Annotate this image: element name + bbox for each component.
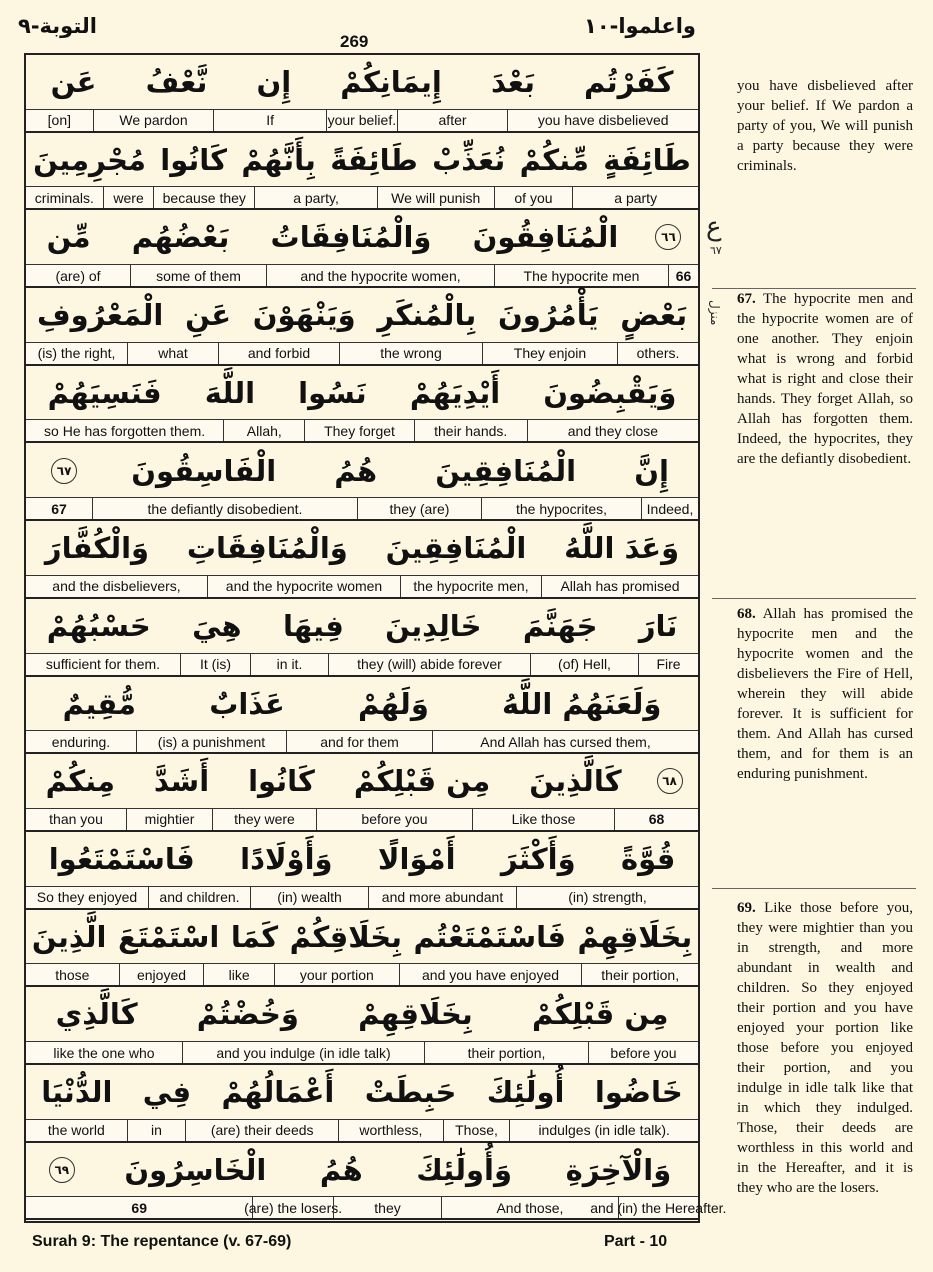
- verse-row: [26, 210, 698, 288]
- gloss-cell: 66: [668, 265, 698, 286]
- ayah-end-marker: ٦٦: [655, 224, 681, 250]
- arabic-word: وَالْآخِرَةِ: [565, 1152, 672, 1187]
- arabic-word: وَيَقْبِضُونَ: [543, 375, 677, 410]
- arabic-word: مِّن: [46, 220, 91, 255]
- english-gloss-line: [26, 342, 698, 366]
- arabic-word: بِخَلَاقِهِمْ: [577, 919, 693, 954]
- english-gloss-line: [26, 1041, 698, 1065]
- arabic-word: الدُّنْيَا: [41, 1075, 113, 1110]
- gloss-cell: Allah has promised: [541, 576, 698, 597]
- gloss-cell: indulges (in idle talk).: [509, 1120, 698, 1141]
- arabic-word: الَّذِينَ: [31, 919, 107, 954]
- arabic-word: أُولَٰئِكَ: [486, 1075, 565, 1110]
- verse-row: [26, 444, 698, 522]
- arabic-line: [26, 679, 698, 729]
- arabic-line: [26, 989, 698, 1039]
- arabic-word: مُّقِيمٌ: [62, 686, 137, 721]
- gloss-cell: and the hypocrite women,: [266, 265, 494, 286]
- verse-row: [26, 288, 698, 366]
- arabic-word: خَالِدِينَ: [385, 608, 482, 643]
- arabic-word: جَهَنَّمَ: [522, 608, 598, 643]
- arabic-word: أَشَدَّ: [153, 764, 210, 799]
- arabic-word: كَالَّذِي: [55, 997, 138, 1032]
- verse-row: [26, 133, 698, 211]
- gloss-cell: they: [333, 1197, 441, 1218]
- arabic-word: فِي: [142, 1075, 192, 1110]
- arabic-line: [26, 57, 698, 107]
- arabic-word: وَأَكْثَرَ: [500, 842, 576, 876]
- arabic-word: بِخَلَاقِهِمْ: [358, 997, 473, 1032]
- arabic-line: [26, 601, 698, 651]
- english-gloss-line: [26, 575, 698, 599]
- english-gloss-line: [26, 653, 698, 677]
- gloss-cell: And those,: [441, 1197, 617, 1218]
- gloss-cell: before you: [316, 809, 472, 830]
- translation-v66: you have disbelieved after your belief. If We pardon a party of you, We will punish a party because they were criminals.: [737, 78, 913, 174]
- header-surah-label: التوبة-٩: [18, 14, 97, 38]
- arabic-word: الْمُنَافِقُونَ: [472, 220, 619, 255]
- arabic-word: نَّعْفُ: [145, 65, 208, 99]
- ruku-mark: ع: [706, 212, 722, 242]
- gloss-cell: a party,: [254, 187, 377, 208]
- english-gloss-line: [26, 186, 698, 210]
- arabic-word: كَانُوا: [160, 142, 228, 177]
- arabic-word: الْمُنَافِقِينَ: [435, 453, 577, 488]
- arabic-line: [26, 912, 698, 962]
- gloss-cell: Those,: [443, 1120, 510, 1141]
- arabic-word: وَلَهُمْ: [358, 686, 429, 721]
- gloss-cell: (is) the right,: [37, 345, 116, 362]
- gloss-cell: (in) wealth: [250, 887, 368, 908]
- gloss-cell: and children.: [148, 887, 250, 908]
- gloss-cell: your belief.: [326, 110, 397, 131]
- gloss-cell: enjoyed: [119, 964, 204, 985]
- arabic-word: نَارَ: [638, 608, 678, 643]
- divider: [712, 598, 916, 599]
- arabic-word: مِن قَبْلِكُمْ: [531, 997, 669, 1032]
- gloss-cell: the hypocrites,: [481, 498, 641, 519]
- english-gloss-line: [26, 264, 698, 288]
- verse-row: [26, 599, 698, 677]
- arabic-word: فَنَسِيَهُمْ: [47, 375, 162, 410]
- verse-text: Like those before you, they were mightier than you in strength, and more abundant in wealth and children. So they enjoyed their portion and you have enjoyed your portion like those before you enjoyed their portion, and you indulge in idle talk like that in which they indulged. Those, their deeds are worthless in this world and in the Hereafter, and it is they who are the losers.: [737, 900, 913, 1196]
- gloss-cell: (of) Hell,: [530, 654, 638, 675]
- arabic-word: مِّنكُمْ: [519, 142, 589, 177]
- gloss-cell: because they: [153, 187, 254, 208]
- arabic-word: كَالَّذِينَ: [529, 764, 622, 799]
- arabic-word: اسْتَمْتَعَ: [117, 919, 220, 954]
- arabic-word: أَمْوَالًا: [377, 842, 456, 876]
- verse-row: [26, 987, 698, 1065]
- gloss-cell: They forget: [304, 420, 413, 441]
- gloss-cell: in: [127, 1120, 186, 1141]
- arabic-word: بِالْمُنكَرِ: [377, 298, 477, 333]
- arabic-word: بَعْدَ: [490, 65, 535, 99]
- gloss-cell: And Allah has cursed them,: [432, 731, 698, 752]
- arabic-word: إِنَّ: [634, 453, 669, 488]
- gloss-cell: If: [213, 110, 326, 131]
- arabic-word: إِيمَانِكُمْ: [340, 65, 442, 99]
- arabic-word: وَيَنْهَوْنَ: [252, 298, 356, 333]
- arabic-word: وَالْمُنَافِقَاتُ: [270, 220, 432, 255]
- gloss-cell: they (will) abide forever: [328, 654, 530, 675]
- gloss-cell: than you: [49, 811, 103, 828]
- gloss-cell: sufficient for them.: [45, 656, 161, 673]
- gloss-cell: were: [103, 187, 154, 208]
- ruku-number: ٦٧: [710, 244, 722, 257]
- verse-row: [26, 910, 698, 988]
- arabic-word: مِن قَبْلِكُمْ: [353, 764, 491, 799]
- page-number: 269: [340, 32, 369, 51]
- arabic-word: وَخُضْتُمْ: [196, 997, 299, 1032]
- english-gloss-line: [26, 109, 698, 133]
- gloss-cell: It (is): [180, 654, 250, 675]
- arabic-word: خَاضُوا: [594, 1075, 683, 1110]
- gloss-cell: before you: [588, 1042, 698, 1063]
- arabic-word: بِخَلَاقِكُمْ: [289, 919, 403, 954]
- gloss-cell: of you: [494, 187, 573, 208]
- arabic-word: فَاسْتَمْتَعُوا: [48, 842, 195, 876]
- gloss-cell: you have disbelieved: [507, 110, 698, 131]
- verse-row: [26, 832, 698, 910]
- arabic-word: طَائِفَةٍ: [603, 142, 691, 177]
- header-juz-label: واعلموا-١٠: [584, 14, 696, 38]
- gloss-cell: some of them: [130, 265, 266, 286]
- arabic-word: فِيهَا: [282, 608, 344, 643]
- english-gloss-line: [26, 886, 698, 910]
- gloss-cell: and more abundant: [368, 887, 516, 908]
- gloss-cell: your portion: [274, 964, 399, 985]
- gloss-cell: after: [397, 110, 508, 131]
- gloss-cell: (in) strength,: [516, 887, 698, 908]
- gloss-cell: they were: [212, 809, 316, 830]
- english-gloss-line: [26, 1196, 727, 1220]
- gloss-cell: and the hypocrite women: [207, 576, 400, 597]
- arabic-word: اللَّهَ: [204, 375, 256, 410]
- divider: [712, 888, 916, 889]
- gloss-cell: Allah,: [223, 420, 304, 441]
- gloss-cell: They enjoin: [482, 343, 617, 364]
- gloss-cell: like: [203, 964, 274, 985]
- verse-number: 68.: [737, 606, 756, 622]
- arabic-word: نُعَذِّبْ: [432, 142, 506, 177]
- arabic-word: الْخَاسِرُونَ: [124, 1152, 267, 1187]
- verse-row: [26, 1065, 698, 1143]
- gloss-cell: the defiantly disobedient.: [92, 498, 357, 519]
- gloss-cell: and the disbelievers,: [52, 578, 181, 595]
- manzil-mark: منزل: [708, 300, 722, 326]
- verse-row: [26, 754, 698, 832]
- arabic-word: بَعْضٍ: [620, 298, 688, 333]
- gloss-cell: and for them: [286, 731, 432, 752]
- english-gloss-line: [26, 497, 698, 521]
- gloss-cell: they (are): [357, 498, 481, 519]
- arabic-word: وَلَعَنَهُمُ اللَّهُ: [502, 686, 662, 721]
- translation-v69: [737, 898, 913, 1198]
- arabic-word: إِن: [256, 65, 292, 99]
- arabic-word: عَن: [50, 65, 97, 99]
- gloss-cell: So they enjoyed: [36, 889, 138, 906]
- arabic-word: هُمُ: [319, 1152, 363, 1187]
- arabic-word: وَأُولَٰئِكَ: [416, 1152, 513, 1187]
- gloss-cell: (is) a punishment: [136, 731, 286, 752]
- verse-text: Allah has promised the hypocrite men and the hypocrite women and the disbelievers the Fire of Hell, wherein they will abide forever. It is sufficient for them. And Allah has cursed them, and for them is an enduring punishment.: [737, 606, 913, 782]
- arabic-line: [26, 834, 698, 884]
- gloss-cell: their portion,: [424, 1042, 588, 1063]
- gloss-cell: (are) the losers.: [252, 1197, 332, 1218]
- arabic-word: يَأْمُرُونَ: [497, 298, 599, 333]
- verse-row: [26, 521, 698, 599]
- arabic-word: كَمَا: [230, 919, 279, 954]
- arabic-word: وَعَدَ اللَّهُ: [564, 531, 680, 566]
- gloss-cell: and they close: [527, 420, 698, 441]
- arabic-word: بِأَنَّهُمْ: [241, 142, 316, 177]
- arabic-line: [26, 290, 698, 340]
- gloss-cell: those: [55, 966, 90, 983]
- gloss-cell: Fire: [638, 654, 698, 675]
- arabic-word: فَاسْتَمْتَعْتُم: [413, 919, 567, 954]
- footer-part: Part - 10: [604, 1233, 668, 1250]
- gloss-cell: like the one who: [53, 1044, 155, 1061]
- translation-v67: [737, 289, 913, 469]
- arabic-word: وَالْكُفَّارَ: [44, 531, 150, 566]
- gloss-cell: enduring.: [51, 733, 111, 750]
- gloss-cell: and you indulge (in idle talk): [182, 1042, 424, 1063]
- arabic-word: كَانُوا: [248, 764, 315, 799]
- arabic-word: عَنِ: [185, 298, 232, 333]
- arabic-word: أَعْمَالُهُمْ: [221, 1075, 335, 1110]
- gloss-cell: others.: [617, 343, 698, 364]
- english-gloss-line: [26, 963, 698, 987]
- footer-surah-title: Surah 9: The repentance (v. 67-69): [32, 1233, 292, 1250]
- arabic-word: حَسْبُهُمْ: [46, 608, 151, 643]
- english-gloss-line: [26, 808, 698, 832]
- gloss-cell: [on]: [47, 112, 72, 129]
- arabic-word: أَيْدِيَهُمْ: [409, 375, 501, 410]
- verse-row: [26, 677, 698, 755]
- gloss-cell: We pardon: [93, 110, 214, 131]
- arabic-line: [26, 523, 698, 573]
- gloss-cell: and you have enjoyed: [399, 964, 582, 985]
- gloss-cell: the hypocrite men,: [400, 576, 541, 597]
- gloss-cell: worthless,: [338, 1120, 443, 1141]
- gloss-cell: so He has forgotten them.: [44, 422, 206, 439]
- gloss-cell: their hands.: [414, 420, 527, 441]
- arabic-word: الْمُنَافِقِينَ: [385, 531, 527, 566]
- verse-text: The hypocrite men and the hypocrite women are of one another. They enjoin what is wrong and forbid what is right and close their hands. They forget Allah, so Allah has forgotten them. Indeed, the hypocrites, they are the defiantly disobedient.: [737, 291, 913, 467]
- arabic-word: عَذَابٌ: [209, 686, 285, 721]
- gloss-cell: the world: [47, 1122, 105, 1139]
- english-gloss-line: [26, 730, 698, 754]
- arabic-word: حَبِطَتْ: [364, 1075, 457, 1110]
- arabic-word: الْمَعْرُوفِ: [36, 298, 164, 333]
- verse-row: [26, 1143, 727, 1221]
- gloss-cell: 67: [51, 500, 67, 517]
- arabic-word: الْفَاسِقُونَ: [131, 453, 277, 488]
- gloss-cell: (are) their deeds: [185, 1120, 338, 1141]
- ayah-end-marker: ٦٨: [657, 768, 683, 794]
- arabic-line: [26, 135, 698, 185]
- arabic-word: وَأَوْلَادًا: [240, 842, 333, 876]
- gloss-cell: The hypocrite men: [494, 265, 668, 286]
- arabic-line: [26, 1067, 698, 1117]
- translation-v68: [737, 604, 913, 784]
- gloss-cell: in it.: [250, 654, 328, 675]
- arabic-word: مِنكُمْ: [45, 764, 115, 799]
- gloss-cell: a party: [572, 187, 698, 208]
- arabic-word: مُجْرِمِينَ: [33, 142, 146, 177]
- gloss-cell: and forbid: [218, 343, 339, 364]
- gloss-cell: Indeed,: [641, 498, 698, 519]
- arabic-line: [26, 446, 698, 496]
- gloss-cell: Like those: [472, 809, 614, 830]
- gloss-cell: and (in) the Hereafter.: [618, 1197, 698, 1218]
- arabic-word: وَالْمُنَافِقَاتِ: [186, 531, 348, 566]
- gloss-cell: mightier: [126, 809, 212, 830]
- arabic-word: كَفَرْتُم: [584, 65, 674, 99]
- gloss-cell: criminals.: [34, 189, 94, 206]
- arabic-line: [26, 1145, 698, 1195]
- verse-row: [26, 366, 698, 444]
- arabic-word: قُوَّةً: [621, 842, 676, 876]
- arabic-line: [26, 756, 698, 806]
- arabic-line: [26, 368, 698, 418]
- ayah-end-marker: ٦٩: [49, 1157, 75, 1183]
- arabic-word: نَسُوا: [298, 375, 367, 410]
- english-gloss-line: [26, 419, 698, 443]
- verse-row: [26, 55, 698, 133]
- arabic-line: [26, 212, 698, 262]
- gloss-cell: their portion,: [581, 964, 698, 985]
- gloss-cell: the wrong: [339, 343, 482, 364]
- gloss-cell: (are) of: [55, 267, 101, 284]
- arabic-word: هُمُ: [334, 453, 378, 488]
- gloss-cell: 69: [131, 1199, 147, 1216]
- gloss-cell: what: [127, 343, 218, 364]
- verse-number: 69.: [737, 900, 756, 916]
- english-gloss-line: [26, 1119, 698, 1143]
- gloss-cell: 68: [614, 809, 698, 830]
- arabic-word: هِيَ: [192, 608, 242, 643]
- gloss-cell: We will punish: [377, 187, 494, 208]
- ayah-end-marker: ٦٧: [51, 458, 77, 484]
- arabic-word: طَائِفَةً: [330, 142, 418, 177]
- verse-number: 67.: [737, 291, 756, 307]
- arabic-word: بَعْضُهُم: [131, 220, 230, 255]
